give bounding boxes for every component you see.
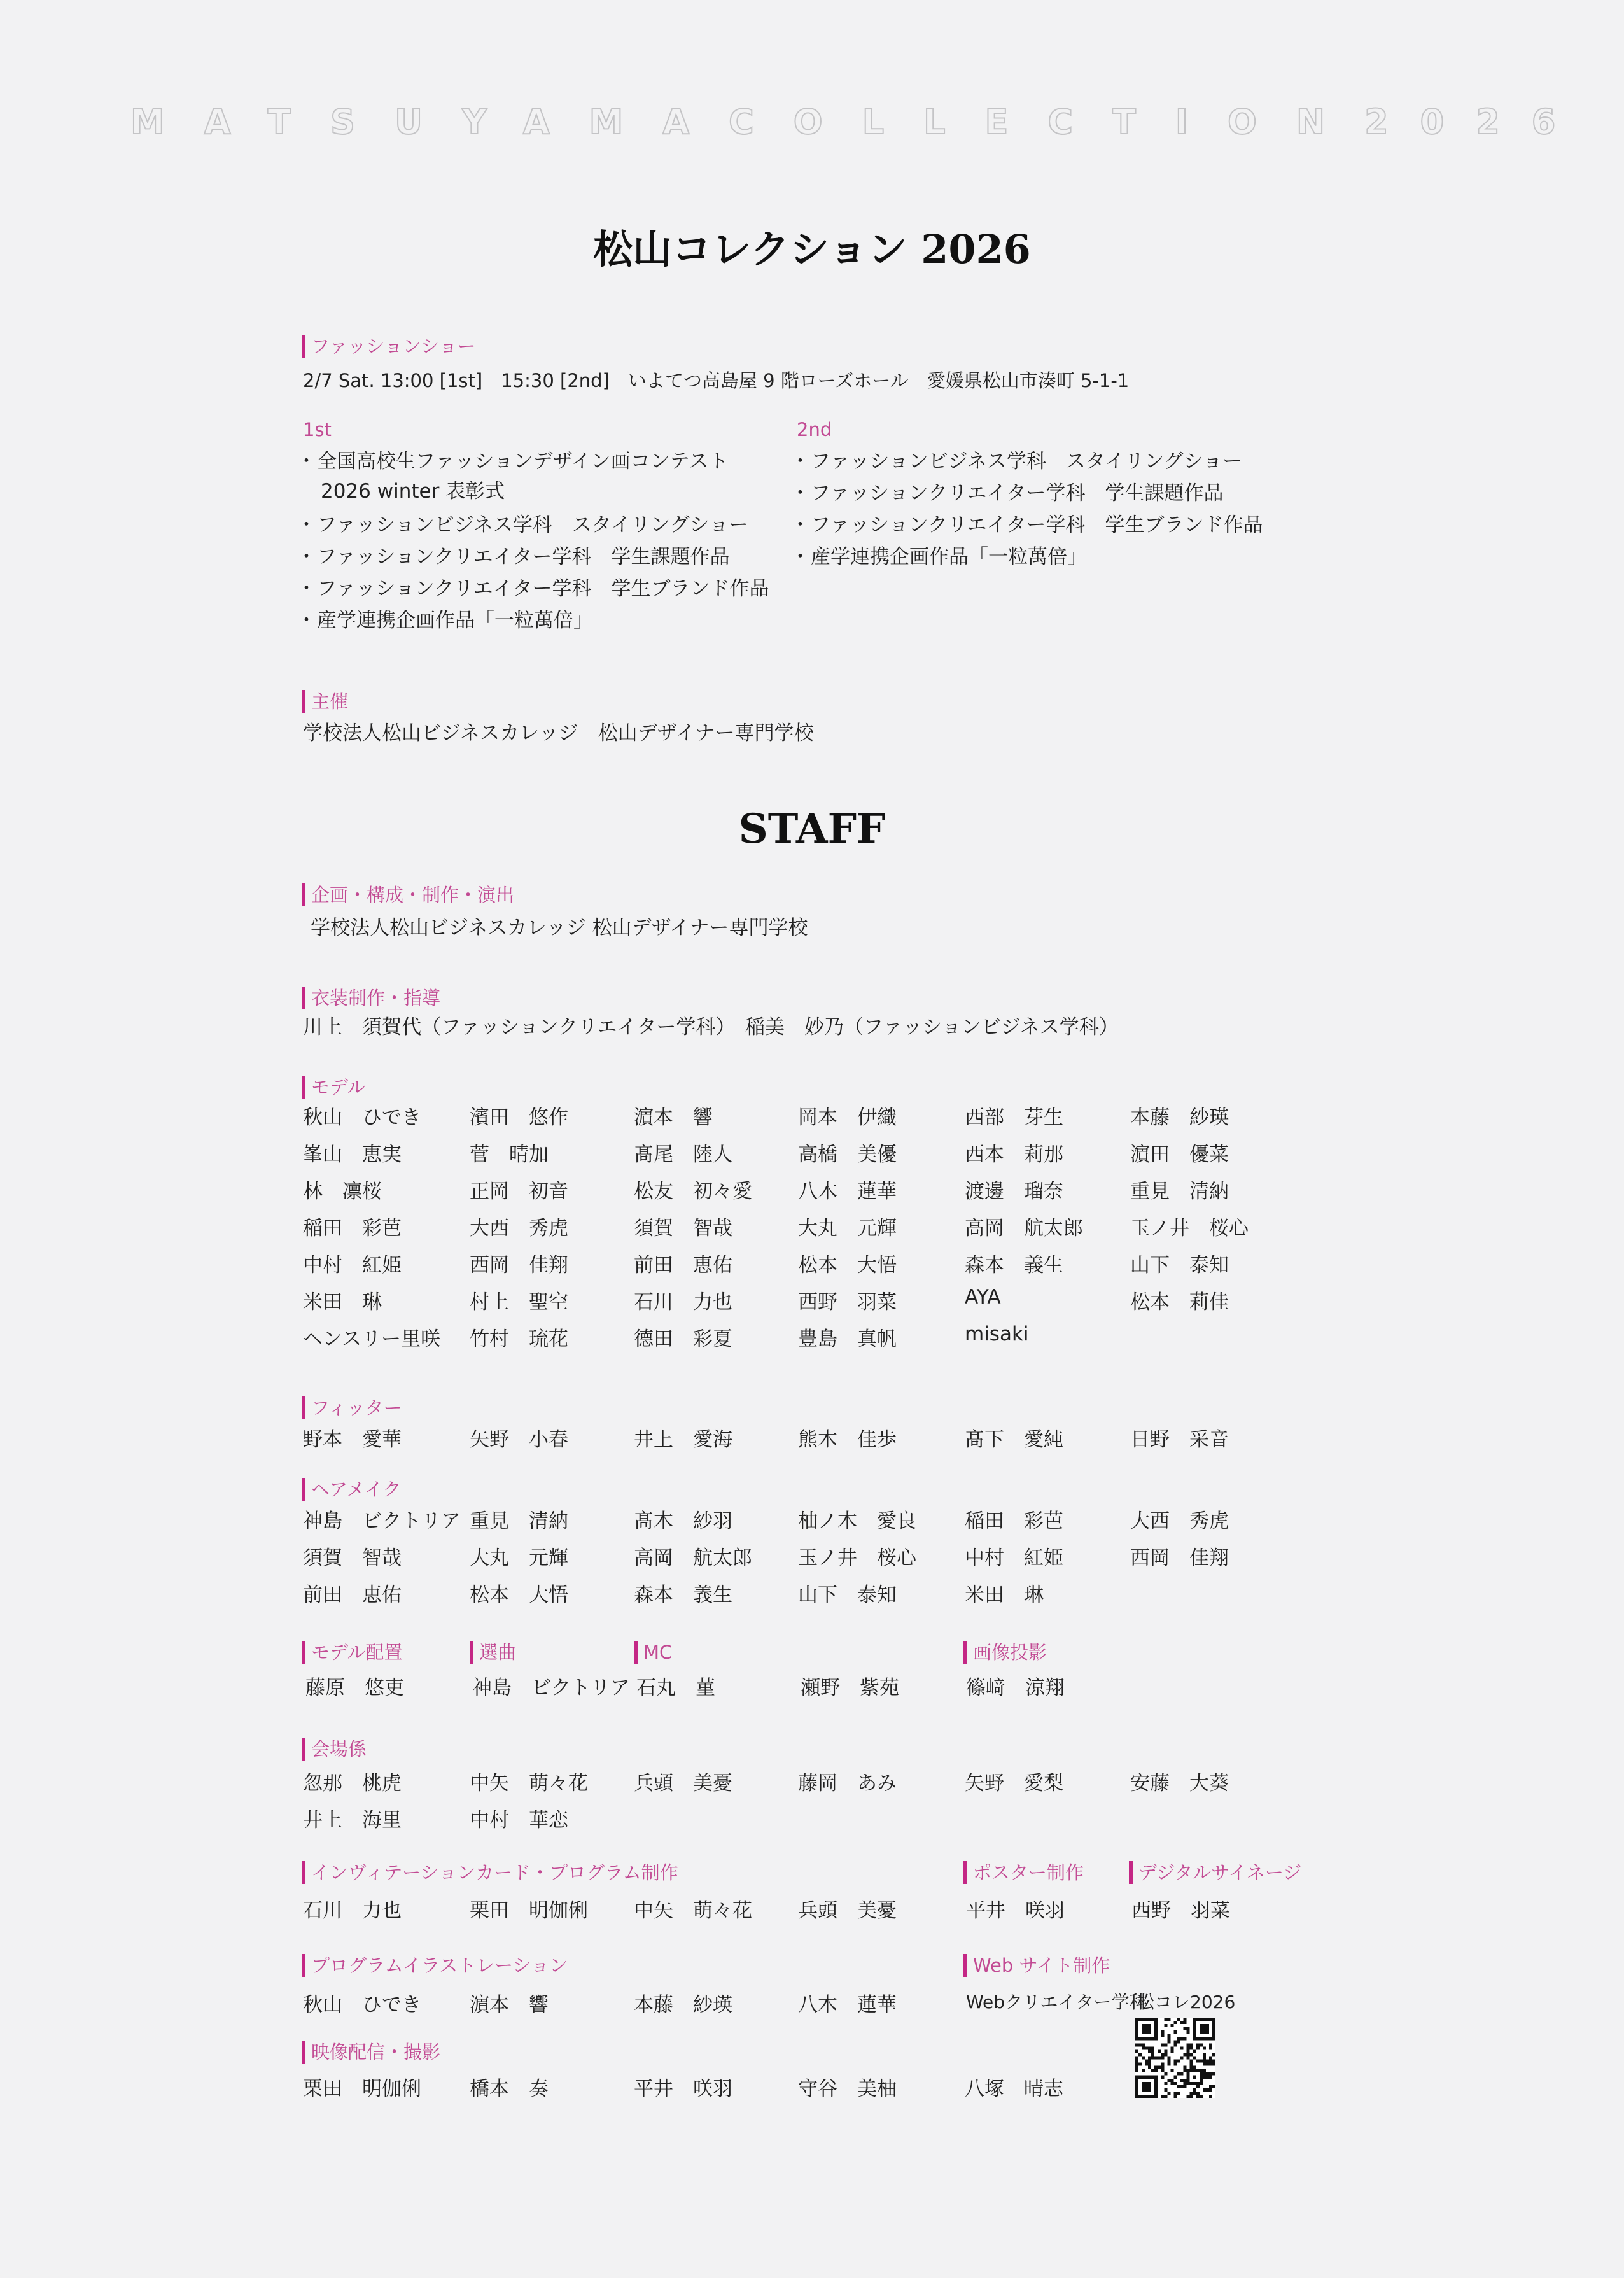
staff-name: 野本 愛華 <box>303 1428 402 1451</box>
staff-name: 忽那 桃虎 <box>303 1772 402 1795</box>
list-item: ・ ファッションクリエイター学科 学生ブランド作品 <box>300 573 769 605</box>
staff-name: 栗田 明伽俐 <box>303 2078 421 2100</box>
staff-name: 矢野 愛梨 <box>965 1772 1063 1795</box>
staff-name: 菅 晴加 <box>470 1143 549 1166</box>
section-label-model-placement: モデル配置 <box>302 1641 403 1664</box>
staff-name: 前田 恵佑 <box>303 1584 402 1607</box>
section-label-poster: ポスター制作 <box>963 1861 1084 1884</box>
staff-name: 峯山 恵実 <box>303 1143 402 1166</box>
staff-name: 八塚 晴志 <box>965 2078 1063 2100</box>
section-label-venue: 会場係 <box>302 1738 367 1761</box>
staff-name: 中矢 萌々花 <box>470 1772 588 1795</box>
brand-header <box>130 102 1588 142</box>
staff-name: 守谷 美柚 <box>798 2078 897 2100</box>
staff-name: 井上 海里 <box>303 1809 402 1832</box>
list-item: ・ ファッションビジネス学科 スタイリングショー <box>300 509 769 541</box>
brand-word-1: MATSUYAMA <box>130 102 729 142</box>
section-label-image-projection: 画像投影 <box>963 1641 1047 1664</box>
staff-name: 髙木 紗羽 <box>634 1510 732 1533</box>
brand-word-3: 2026 <box>1364 102 1588 142</box>
staff-name: 熊木 佳歩 <box>798 1428 897 1451</box>
brand-word-2: COLLECTION <box>729 102 1365 142</box>
staff-name: 米田 琳 <box>965 1584 1044 1607</box>
staff-name: 前田 恵佑 <box>634 1254 732 1277</box>
second-show-list <box>794 446 1263 573</box>
staff-name: ヘンスリー里咲 <box>303 1328 441 1351</box>
staff-name: 本藤 紗瑛 <box>634 1993 732 2016</box>
section-label-fashion-show: ファッションショー <box>302 335 476 358</box>
staff-name: 松友 初々愛 <box>634 1180 752 1203</box>
staff-name: 濵本 響 <box>470 1993 549 2016</box>
staff-name: 森本 義生 <box>965 1254 1063 1277</box>
list-item: ・ 産学連携企画作品「一粒萬倍」 <box>300 605 769 636</box>
staff-name: 渡邊 瑠奈 <box>965 1180 1063 1203</box>
staff-name: 濵本 響 <box>634 1106 713 1129</box>
costume-value: 川上 須賀代（ファッションクリエイター学科） 稲美 妙乃（ファッションビジネス学科） <box>303 1016 1119 1039</box>
staff-name: 西野 羽菜 <box>798 1291 897 1314</box>
list-item: ・ ファッションクリエイター学科 学生課題作品 <box>300 541 769 573</box>
staff-name: 日野 采音 <box>1130 1428 1229 1451</box>
staff-name: 井上 愛海 <box>634 1428 732 1451</box>
staff-name: AYA <box>965 1286 1001 1309</box>
staff-name: 玉ノ井 桜心 <box>1130 1217 1249 1240</box>
staff-name: 村上 聖空 <box>470 1291 568 1314</box>
staff-name: 須賀 智哉 <box>303 1547 402 1570</box>
section-label-invitation: インヴィテーションカード・プログラム制作 <box>302 1861 678 1884</box>
staff-name: 藤岡 あみ <box>798 1772 897 1795</box>
staff-name: 松本 大悟 <box>798 1254 897 1277</box>
mc-name: 瀬野 紫苑 <box>801 1677 899 1699</box>
staff-name: 米田 琳 <box>303 1291 382 1314</box>
staff-name: 大西 秀虎 <box>1130 1510 1229 1533</box>
staff-name: 竹村 琉花 <box>470 1328 568 1351</box>
staff-name: 栗田 明伽俐 <box>470 1899 588 1922</box>
staff-name: 平井 咲羽 <box>634 2078 732 2100</box>
staff-name: 石川 力也 <box>303 1899 402 1922</box>
mc-name: 石丸 菫 <box>636 1677 715 1699</box>
staff-name: 八木 蓮華 <box>798 1180 897 1203</box>
staff-name: 中村 紅姫 <box>303 1254 402 1277</box>
staff-name: 西本 莉那 <box>965 1143 1063 1166</box>
staff-name: 重見 清納 <box>1130 1180 1229 1203</box>
list-item: ・ 産学連携企画作品「一粒萬倍」 <box>794 541 1263 573</box>
section-label-mc: MC <box>634 1641 672 1664</box>
staff-name: 稲田 彩芭 <box>303 1217 402 1240</box>
section-label-costume: 衣装制作・指導 <box>302 987 440 1009</box>
staff-name: 玉ノ井 桜心 <box>798 1547 916 1570</box>
music-name: 神島 ビクトリア <box>472 1677 630 1699</box>
section-label-models: モデル <box>302 1076 366 1099</box>
staff-name: 松本 大悟 <box>470 1584 568 1607</box>
staff-name: 秋山 ひでき <box>303 1993 421 2016</box>
staff-name: 橋本 奏 <box>470 2078 549 2100</box>
page-title: 松山コレクション 2026 <box>593 226 1031 272</box>
staff-name: 中村 華恋 <box>470 1809 568 1832</box>
staff-name: 中矢 萌々花 <box>634 1899 752 1922</box>
staff-name: 豊島 真帆 <box>798 1328 897 1351</box>
staff-name: 八木 蓮華 <box>798 1993 897 2016</box>
section-label-music: 選曲 <box>470 1641 516 1664</box>
website-dept: Webクリエイター学科 <box>966 1992 1147 2013</box>
staff-name: 兵頭 美憂 <box>798 1899 897 1922</box>
staff-name: 西岡 佳翔 <box>470 1254 568 1277</box>
staff-name: 松本 莉佳 <box>1130 1291 1229 1314</box>
staff-name: 大丸 元輝 <box>798 1217 897 1240</box>
section-label-organizer: 主催 <box>302 690 348 713</box>
staff-name: 高岡 航太郎 <box>965 1217 1083 1240</box>
staff-name: 森本 義生 <box>634 1584 732 1607</box>
qr-code-icon[interactable] <box>1135 2018 1215 2098</box>
list-item: ・ 全国高校生ファッションデザイン画コンテスト 2026 winter 表彰式 <box>300 446 769 509</box>
staff-name: 石川 力也 <box>634 1291 732 1314</box>
staff-title: STAFF <box>738 805 886 853</box>
staff-name: 本藤 紗瑛 <box>1130 1106 1229 1129</box>
staff-name: 林 凛桜 <box>303 1180 382 1203</box>
staff-name: 大丸 元輝 <box>470 1547 568 1570</box>
staff-name: 矢野 小春 <box>470 1428 568 1451</box>
section-label-planning: 企画・構成・制作・演出 <box>302 883 514 906</box>
staff-name: 濵田 優菜 <box>1130 1143 1229 1166</box>
staff-name: 秋山 ひでき <box>303 1106 421 1129</box>
first-show-list <box>300 446 769 636</box>
staff-name: 髙下 愛純 <box>965 1428 1063 1451</box>
staff-name: 大西 秀虎 <box>470 1217 568 1240</box>
staff-name: 髙尾 陸人 <box>634 1143 732 1166</box>
staff-name: 山下 泰知 <box>1130 1254 1229 1277</box>
website-site-name: 松コレ2026 <box>1137 1992 1236 2013</box>
second-show-label: 2nd <box>797 419 832 440</box>
staff-name: 稲田 彩芭 <box>965 1510 1063 1533</box>
list-item: ・ ファッションクリエイター学科 学生ブランド作品 <box>794 509 1263 541</box>
section-label-fitter: フィッター <box>302 1396 402 1419</box>
staff-name: 德田 彩夏 <box>634 1328 732 1351</box>
first-show-label: 1st <box>303 419 332 440</box>
staff-name: 中村 紅姫 <box>965 1547 1063 1570</box>
poster-name: 平井 咲羽 <box>966 1899 1065 1922</box>
staff-name: 正岡 初音 <box>470 1180 568 1203</box>
staff-name: 重見 清納 <box>470 1510 568 1533</box>
staff-name: 濱田 悠作 <box>470 1106 568 1129</box>
staff-name: 神島 ビクトリア <box>303 1510 461 1533</box>
staff-name: 西岡 佳翔 <box>1130 1547 1229 1570</box>
staff-name: 兵頭 美憂 <box>634 1772 732 1795</box>
staff-name: 山下 泰知 <box>798 1584 897 1607</box>
list-item: ・ ファッションクリエイター学科 学生課題作品 <box>794 477 1263 509</box>
staff-name: misaki <box>965 1323 1029 1346</box>
staff-name: 安藤 大葵 <box>1130 1772 1229 1795</box>
model-placement-name: 藤原 悠吏 <box>305 1677 404 1699</box>
image-projection-name: 篠﨑 涼翔 <box>966 1677 1065 1699</box>
show-details: 2/7 Sat. 13:00 [1st] 15:30 [2nd] いよてつ高島屋 9 階ローズホール 愛媛県松山市湊町 5-1-1 <box>303 370 1130 391</box>
staff-name: 西部 芽生 <box>965 1106 1063 1129</box>
staff-name: 須賀 智哉 <box>634 1217 732 1240</box>
staff-name: 高橋 美優 <box>798 1143 897 1166</box>
organizer-value: 学校法人松山ビジネスカレッジ 松山デザイナー専門学校 <box>303 722 814 745</box>
section-label-hairmake: ヘアメイク <box>302 1478 401 1501</box>
planning-value: 学校法人松山ビジネスカレッジ 松山デザイナー専門学校 <box>311 917 808 939</box>
signage-name: 西野 羽菜 <box>1131 1899 1230 1922</box>
section-label-website: Web サイト制作 <box>963 1954 1110 1977</box>
list-item: ・ ファッションビジネス学科 スタイリングショー <box>794 446 1263 477</box>
staff-name: 岡本 伊織 <box>798 1106 897 1129</box>
section-label-illustration: プログラムイラストレーション <box>302 1954 568 1977</box>
staff-name: 柚ノ木 愛良 <box>798 1510 916 1533</box>
staff-name: 高岡 航太郎 <box>634 1547 752 1570</box>
section-label-video: 映像配信・撮影 <box>302 2041 440 2064</box>
section-label-signage: デジタルサイネージ <box>1129 1861 1301 1884</box>
